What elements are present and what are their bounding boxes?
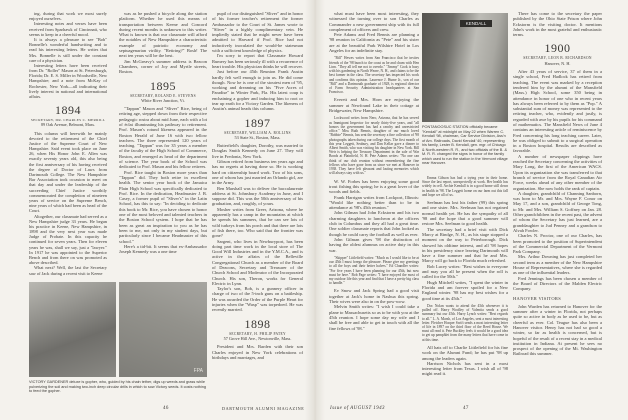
paragraph: Everett and Mrs. Horn are enjoying the summer at Newfound Lake in their cottage at Bridgewater, New Hampshire.	[329, 97, 419, 114]
paragraph: Harrison Nichols has sent in a most interesting letter from Texas. I wish all of '98 might read it.	[422, 360, 508, 377]
paragraph: Gibson retired from business ten years ago and has no regrets at having done so. He is working hard on citizenship board work. Two of his sons, one of whom has just married an Orlando girl, are in the Army.	[212, 159, 303, 186]
paragraph: Altogether, our classmate had served as a New Hampshire judge 33 years. He began his practice in Keene, New Hampshire, in 1898 and the very next year was made Judge of Probate. In this capacity he continued for seven years. Then for eleven years he was, shall we say, just a "lawyer." In 1917 he was appointed to the Superior Bench and from there on was promoted as above described.	[29, 213, 107, 266]
class-year-heading: 1894	[55, 103, 81, 118]
victory-garden-caption: VICTORY GARDENER deluxe is gopher, who, guided by his chain tether, digs up weeds and grass while pulverizing the soil and making two-inch deep circular drills in which to sow Victory seeds. It costs nothing to feed the gopher.	[29, 380, 206, 393]
paragraph: John Warden has returned to Hanover for the summer after a winter in Florida, not perhaps quite so active in body as he used to be, but as cheerful as ever. Col. Teague has also been a Hanover visitor. Henry has not had so good a winter, so far as health is concerned, but is hopeful of the result of a recent stay in a medical institution in Indiana. At present he sees no prospect of the opening of the Mt. Washington Railroad this summer.	[513, 303, 602, 357]
paragraph: Mosher writes from Greer, Arizona, where he apparently has a camp in the mountains at which he spends his summers, that he can see lots of wild turkeys from his porch and that there are lots of fish there, too. Who said that the frontier was gone?	[212, 206, 303, 239]
secretary-name: SECRETARY, LEON B. RICHARDSON	[523, 56, 592, 61]
right-column-3	[513, 11, 602, 357]
paragraph: A daughter, grandchild of Channing Sanborn, was born to Mr. and Mrs. Wayne F. Conor on May 17, and a son, grandchild of George Tong, to Mr. and Mrs. William S. Goffney on Jan. 28. Other grandchildren in the recent past, the advent of whom the Secretary has just learned, are a granddaughter to Jud Penney and a grandson to Alvah Fowler.	[513, 190, 602, 233]
paragraph: Frank Harrigan writes from Lockport, Illinois: "Would like nothing better than to be in attendance at '98's 45th reunion."	[329, 194, 419, 211]
paragraph: Charles N. Proctor, one of our Charles, has been promoted to the position of Superintendent of the Commercial Department of the Vermont Park Company.	[513, 233, 602, 255]
paragraph: Pete Adams and Fred Bennis are planning a '98 reunion in California as "Pete" and his sister are at the beautiful Park Wilshire Hotel in Los Angeles for an indefinite stay.	[329, 32, 419, 54]
victory-garden-photo-left	[29, 282, 116, 377]
small-print-note: Emma Gibson has had a trying year in their home. Since the last report, unexpectedly at work. Her health has widely in cell. Archie Kendall is in a good home still down in health in '98. The Leggett home on our farm out this fall and hope we all of us.	[422, 176, 508, 197]
secretary-address: 57 Grove Hill Ave., Newtonville, Mass.	[223, 336, 292, 342]
secretary-name: SECRETARY, ROLAND E. STEVENS	[130, 93, 196, 98]
left-column-1	[29, 11, 107, 276]
paragraph: pupil of our distinguished "Sliver" and in honor of his former teacher's retirement the former Ambassador to the Court of St. James wrote to "Sliver" in a highly complimentary vein. He impliedly stated that he might never have been admitted to Harvard if Prof. Rice had not inductively inoculated the would-be statesman with a sufficient knowledge of physics.	[212, 11, 303, 54]
paragraph: Melvin Smith writes: "I wish I could take a plane to Massachusetts so as to be with you at the 45th reunion. I hope some day my wife and I shall be free and able to get in touch with all the fine fellows of '98."	[329, 304, 419, 331]
paragraph: Prof. Rice taught in Boston more years than "Tappan" did. They both retire in excellent health. The senior year book of the Jamaica Plain High School was specifically dedicated to Prof. Rice. In the dedication, Headmaster J. B. Casey, a former pupil of "Sliver's" in the Latin School, has this to say: "In deciding to dedicate this book to Mr. Rice, you have chosen to honor one of the most beloved and talented teachers in the Boston School system. I hope that he has been as great an inspiration to you as he has been to me, not only in my student days, but particularly since I became Headmaster of this school."	[119, 169, 207, 244]
left-column-3	[212, 11, 303, 360]
paragraph: John Gilman had John Eckstorm and his two charming daughters to luncheon at the officers club in Columbus and they all had a great time. One soldier classmate reports that John looked as though he could carry the football as well as ever.	[329, 210, 419, 237]
page-number-right: 47	[463, 406, 469, 411]
paragraph: It is always a pleasure to see "Bob" Bonnelle's wonderful handwriting and to read his interesting letters. He writes that Mrs. Bonnelle is still under the constant care of a physician.	[29, 36, 107, 63]
paragraph: John Gilman gives '98 the distinction of having the oldest alumnus on active duty in this war.	[329, 236, 419, 253]
paragraph: Mrs. Arthur Downing has just completed her second term as a member of the New Hampshire House of Representatives, where she is regarded as one of the influential leaders.	[513, 254, 602, 276]
paragraph: Seelman has lost his father (99) this spring and one sister. Mrs. Seelman has not regained normal health yet. He has the sympathy of all '98 and the hope that a good summer will restore Mrs. Seelman to good health.	[422, 200, 508, 227]
paragraph: was as he pushed a bicycle along the station platform. Whether he used this means of transportation between Keene and Concord during recent months is unknown to this writer. What is known is that our classmate will afford the notables of New Hampshire a characteristic example of patriotic economy and septuagenarian virility. "Retiring?" Bosh! The next ten years will be the best.	[119, 11, 207, 59]
kendall-sign: KENDALL	[460, 20, 492, 27]
paragraph: There has come to the secretary the paper published by the Ohio State Prison where John Eckstorm is the visiting doctor. It mentions John's work in the most grateful and enthusiastic terms.	[513, 11, 602, 38]
paragraph: Just before our 45th Reunion Frank Austin hardly felt well enough to join us. He did come though. Now he is one of the stoutest men of '95, working and dreaming on his "Five Acres of Paradise" in Winter Park, Fla. His latest coup is enchaining a gopher and inducing him to root or tear up earth for a Victory Garden. The likeness of Austin's animal heads this column.	[212, 69, 303, 112]
photo-credit-tag: FPA	[193, 368, 203, 374]
kendall-station-photo	[422, 13, 508, 122]
secretary-address: 89 Oak Avenue, Belmont, Mass.	[40, 121, 96, 127]
right-column-1	[329, 11, 419, 331]
paragraph: Ben Marshall was to deliver the baccalaureate address at St. Johnsbury Academy in June, and I suppose did. This was the 50th anniversary of his graduation, and, roughly, of yours.	[212, 185, 303, 207]
paragraph: Interesting letters have been received from Dr. "Roller" Mason at St. Petersburgh, Florida; Dr. E. S. Miller in Woodsville, New Hampshire; and a note from McKay of Rochester, New York—all indicating their lively interest in national and international affairs.	[29, 62, 107, 99]
secretary-address: White River Junction, Vt.	[141, 98, 185, 104]
paragraph: Butterfield's daughter, Dorothy, was married to Douglas Smith Kennedy on June 27. They will live in Fredonia, New York.	[212, 143, 303, 159]
paragraph: Sargent, who lives in Newburyport, has been doing part time work in the local store of The Good Will Industries and in the Y.M.C.A., and is active in the affairs of the Belleville Congregational Church as a member of the Board of Deacons, Secretary and Treasurer of the Church School and Moderator of the Incorporated Church. His son, Theron, works for General Electric in Lynn.	[212, 238, 303, 286]
running-title: DARTMOUTH ALUMNI MAGAZINE	[222, 406, 305, 411]
secretary-name: SECRETARY, DR. CHARLES C. MERRILL	[30, 118, 106, 123]
secretary-address: 53 State St., Boston, Mass.	[234, 135, 281, 141]
secretary-address: Hanover, N. H.	[544, 60, 571, 66]
paragraph: Jim McGreavy's summer address is Beacon Chambers, corner of Joy and Myrtle streets, Boston.	[119, 58, 207, 75]
secretary-name: SECRETARY, WILLIAM A. ROLLINS	[224, 130, 291, 135]
kendall-station-caption: PONTANOOSUC STATION officially became "Kendall" at midnight on May 22 when Warren C. Kendall '98, chairman, Car Service Division, Ass'n of Am. Railroads, David Kendall '40, representing his family, Lester B. Kendall, gen. mgr. of Chicago & North-western R. R., and two officials of the B. & M. R. R. changed the signs in honor of the family which used to run the station in the Vermont village near Hanover.	[422, 125, 508, 165]
paragraph: Fred Jennings has been chosen a member of the Board of Directors of the Malden Electric Company.	[513, 275, 602, 292]
paragraph: what must have been most interesting, they witnessed the turning over to son Charles as Commander a new government ship with its full complement of officers and crew.	[329, 11, 419, 32]
class-year-heading: 1895	[150, 78, 176, 93]
small-print-note: "Bill" Hewes writes from San Francisco that he invites friends of the '98 bunch to the coast as he and chum with Hen Linn. "They all tell me not to overdo." "Jimmy" Cook is busy with his gardening in North Weare, N. H., and claims to be the best farmer in the class. The secretary has inspected his work and confirms this opinion. Laurence J. Hume Jr., son of our "Bill" and a Dartmouth graduate of 1928, is regional director of Farm Security Administration headquarters at San Francisco.	[329, 56, 419, 95]
paragraph: Ev Snow and Jack Spring had a good visit together at Jack's home in Nashua this spring. Their wives were also in on the pow-wow.	[329, 288, 419, 305]
right-column-2	[422, 173, 508, 377]
paragraph: A number of newspaper clippings have reached the Secretary concerning the activities of Mary Long, the first of the American WACS. Upon its organization she was transferred to that branch of service from the Royal Canadian Air Force, weeks ahead of any other member of the organization. She now holds the rank of captain.	[513, 153, 602, 191]
paragraph: The secretary had a brief visit with Dick Marcy at Rindge, N. H., as his stage stopped a moment on the way to Peterborough. Dick showed his oldtime interest, and all '98 hopes in his presidency since leaving Dartmouth will have a fine summer and that he and Mrs. Marcy will go back to Florida much refreshed.	[422, 226, 508, 264]
paragraph: W. W. Forbes has been enjoying some good trout fishing this spring; he is a great lover of the woods and fields.	[329, 178, 419, 195]
small-print-note: Doc Nolan wants to attend the 45th whenever it is pulled off. Harry Woolley of Valentia sends a good summary but our 45th. Harry Lynch writes: "Best regards to all." L. A. Marsh, of Los Angeles, sent a most interesting letter. Fletcher Hooper Swift sends a most interesting letter of life in 1897 on the third floor of the Reed House. We must all read it. Pete Buckley feels it would be a good idea to get up pamphlet from the many letters that have come in at this time.	[422, 303, 508, 342]
paragraph: Bob Lucey writes: "Best wishes to everyone and may you all be present when the roll is called for the 50th."	[422, 263, 508, 280]
small-print-note: "Skipper" Littlefield writes: "Much as I would like to be at our 45th I must forego the pleasure. Please give my greetings to all the boys and their better halves." Ed Chandler writes: "For five years I have been planning for our 45th, but now must be here." Bob Page writes: "I have enjoyed the most of my outdoor life this year and find that I have a pretty big class to handle."	[329, 255, 419, 286]
page-gutter	[305, 0, 325, 420]
paragraph: Hugh Mitchell writes, "I spent the winter in Florida and am forever spoiled for a New England winter. '98 has my best wishes for a good time at its 45th."	[422, 279, 508, 301]
paragraph: After 43 years of service, 37 of them in a single school, Fred Hadlock has retired from teaching. The event was marked by a reception tendered him by the alumni of the Mansfield (Mass.) High School, some 350 being in attendance in honor of one who in recent years has always been referred to by them as "Pop." A substantial sum of money was represented to the retiring teacher, who, evidently and justly, is regarded with awe by his pupils for his command of mathematics. The Mansfield News of June 4 contains an interesting article of reminiscence by Fred concerning his long teaching career. Later, he was obliged to submit to a surgical operation in a Boston hospital. Results are described as favorable.	[513, 69, 602, 154]
class-year-heading: 1900	[544, 41, 571, 56]
issue-line: Issue of AUGUST 1943	[330, 406, 385, 411]
paragraph: I'm sorry to report that Classmate Howard Rumery has been seriously ill with a recurrence of heart trouble. His physician thinks he will recover.	[212, 53, 303, 69]
secretary-name: SECRETARY, H. PHILIP PATEY	[229, 331, 286, 336]
page-number-left: 46	[163, 406, 169, 411]
paragraph: "Tappan" Mason and "Sliver" Rice, being of retiring age, stepped down from their respective pedagogic rostra about mid June, each with a lot of éclat illuminating his pathway to retirement. Prof. Mason's rotund likeness appeared in the Boston Herald of June 16 with two fellow teachers. The three represented 120 years of teaching. "Tappan" was for 35 years a member of the faculty of the High School of Commerce, Boston, and emerged as head of the department of science. The year book of the School was dedicated to Prof. Mason and his fellow retirees.	[119, 106, 207, 170]
paragraph: President and Mrs. Barden with their son Charles enjoyed in New York celebrations of birthdays and marriages, and	[212, 344, 303, 360]
small-print-note: Lockwood writes from Nero, Arizona, that he has served as Immigrant Inspector for nearly thirty-five years, and "all honors the government has had a ranchy and unrestricted office." Miss Ruth Bennis, daughter of our much loved "Bobbie" Bennis, has sent the secretary a fine collection of '98 photographs taken during our college days. The first month of this year Leggett, Seabury, and Dan Kellar gave a dinner to Albert Smith, who was visiting his daughter in New York. Bill Weir is helping the Treasury Department in the sale of War Bonds at Plainfield, N. H. Pete Adams writes: "No one can think of our club reunion without remembering the fine fellows who have gone from us since we met at Hanover in 1938. They have left pleasant and lasting memories which will always stay with us."	[329, 116, 419, 176]
paragraph: What next? Well, the last the Secretary saw of Jack during a recent visit to Keene	[29, 265, 107, 276]
paragraph: All hats off to Charlie Littlefield for his fine work on the Alumni Fund; he has put '98 up among the leaders again.	[422, 344, 508, 361]
paragraph: Here's a tid-bit. It seems that ex-Ambassador Joseph Kennedy was a one time	[119, 243, 207, 255]
section-subheading: HANOVER VISITORS	[513, 296, 562, 302]
paragraph: Taylor's son, Bob, is a gunnery officer in charge of two of the 5-inch guns on a battleship. He was awarded the Order of the Purple Heart for injuries when the "Wasp" was torpedoed. He was recently married.	[212, 286, 303, 313]
class-year-heading: 1897	[244, 115, 271, 130]
class-year-heading: 1898	[244, 316, 271, 331]
victory-garden-photo-right	[119, 282, 207, 377]
paragraph: This column will herewith be mainly devoted to the retirement of the Chief Justice of the Supreme Court of New Hampshire. Said event took place on June 26, when His Honor John E. Allen was exactly seventy years old, this also being the first anniversary of his having received the degree of Doctor of Laws from Dartmouth College. The New Hampshire Bar Association took occasion to meet on that day and under the leadership of the succeeding Chief Justice worthily commemorated the completion of nineteen years of service on the Supreme Bench, nine years of which had been as head of the Court.	[29, 130, 107, 214]
paragraph: ing, during that work we most surely enjoyed ourselves.	[29, 11, 107, 22]
left-column-2	[119, 11, 207, 254]
paragraph: Interesting notes and verses have been received from Sparhawk of Cincinnati, who seems to keep in a cheerful mood.	[29, 21, 107, 37]
